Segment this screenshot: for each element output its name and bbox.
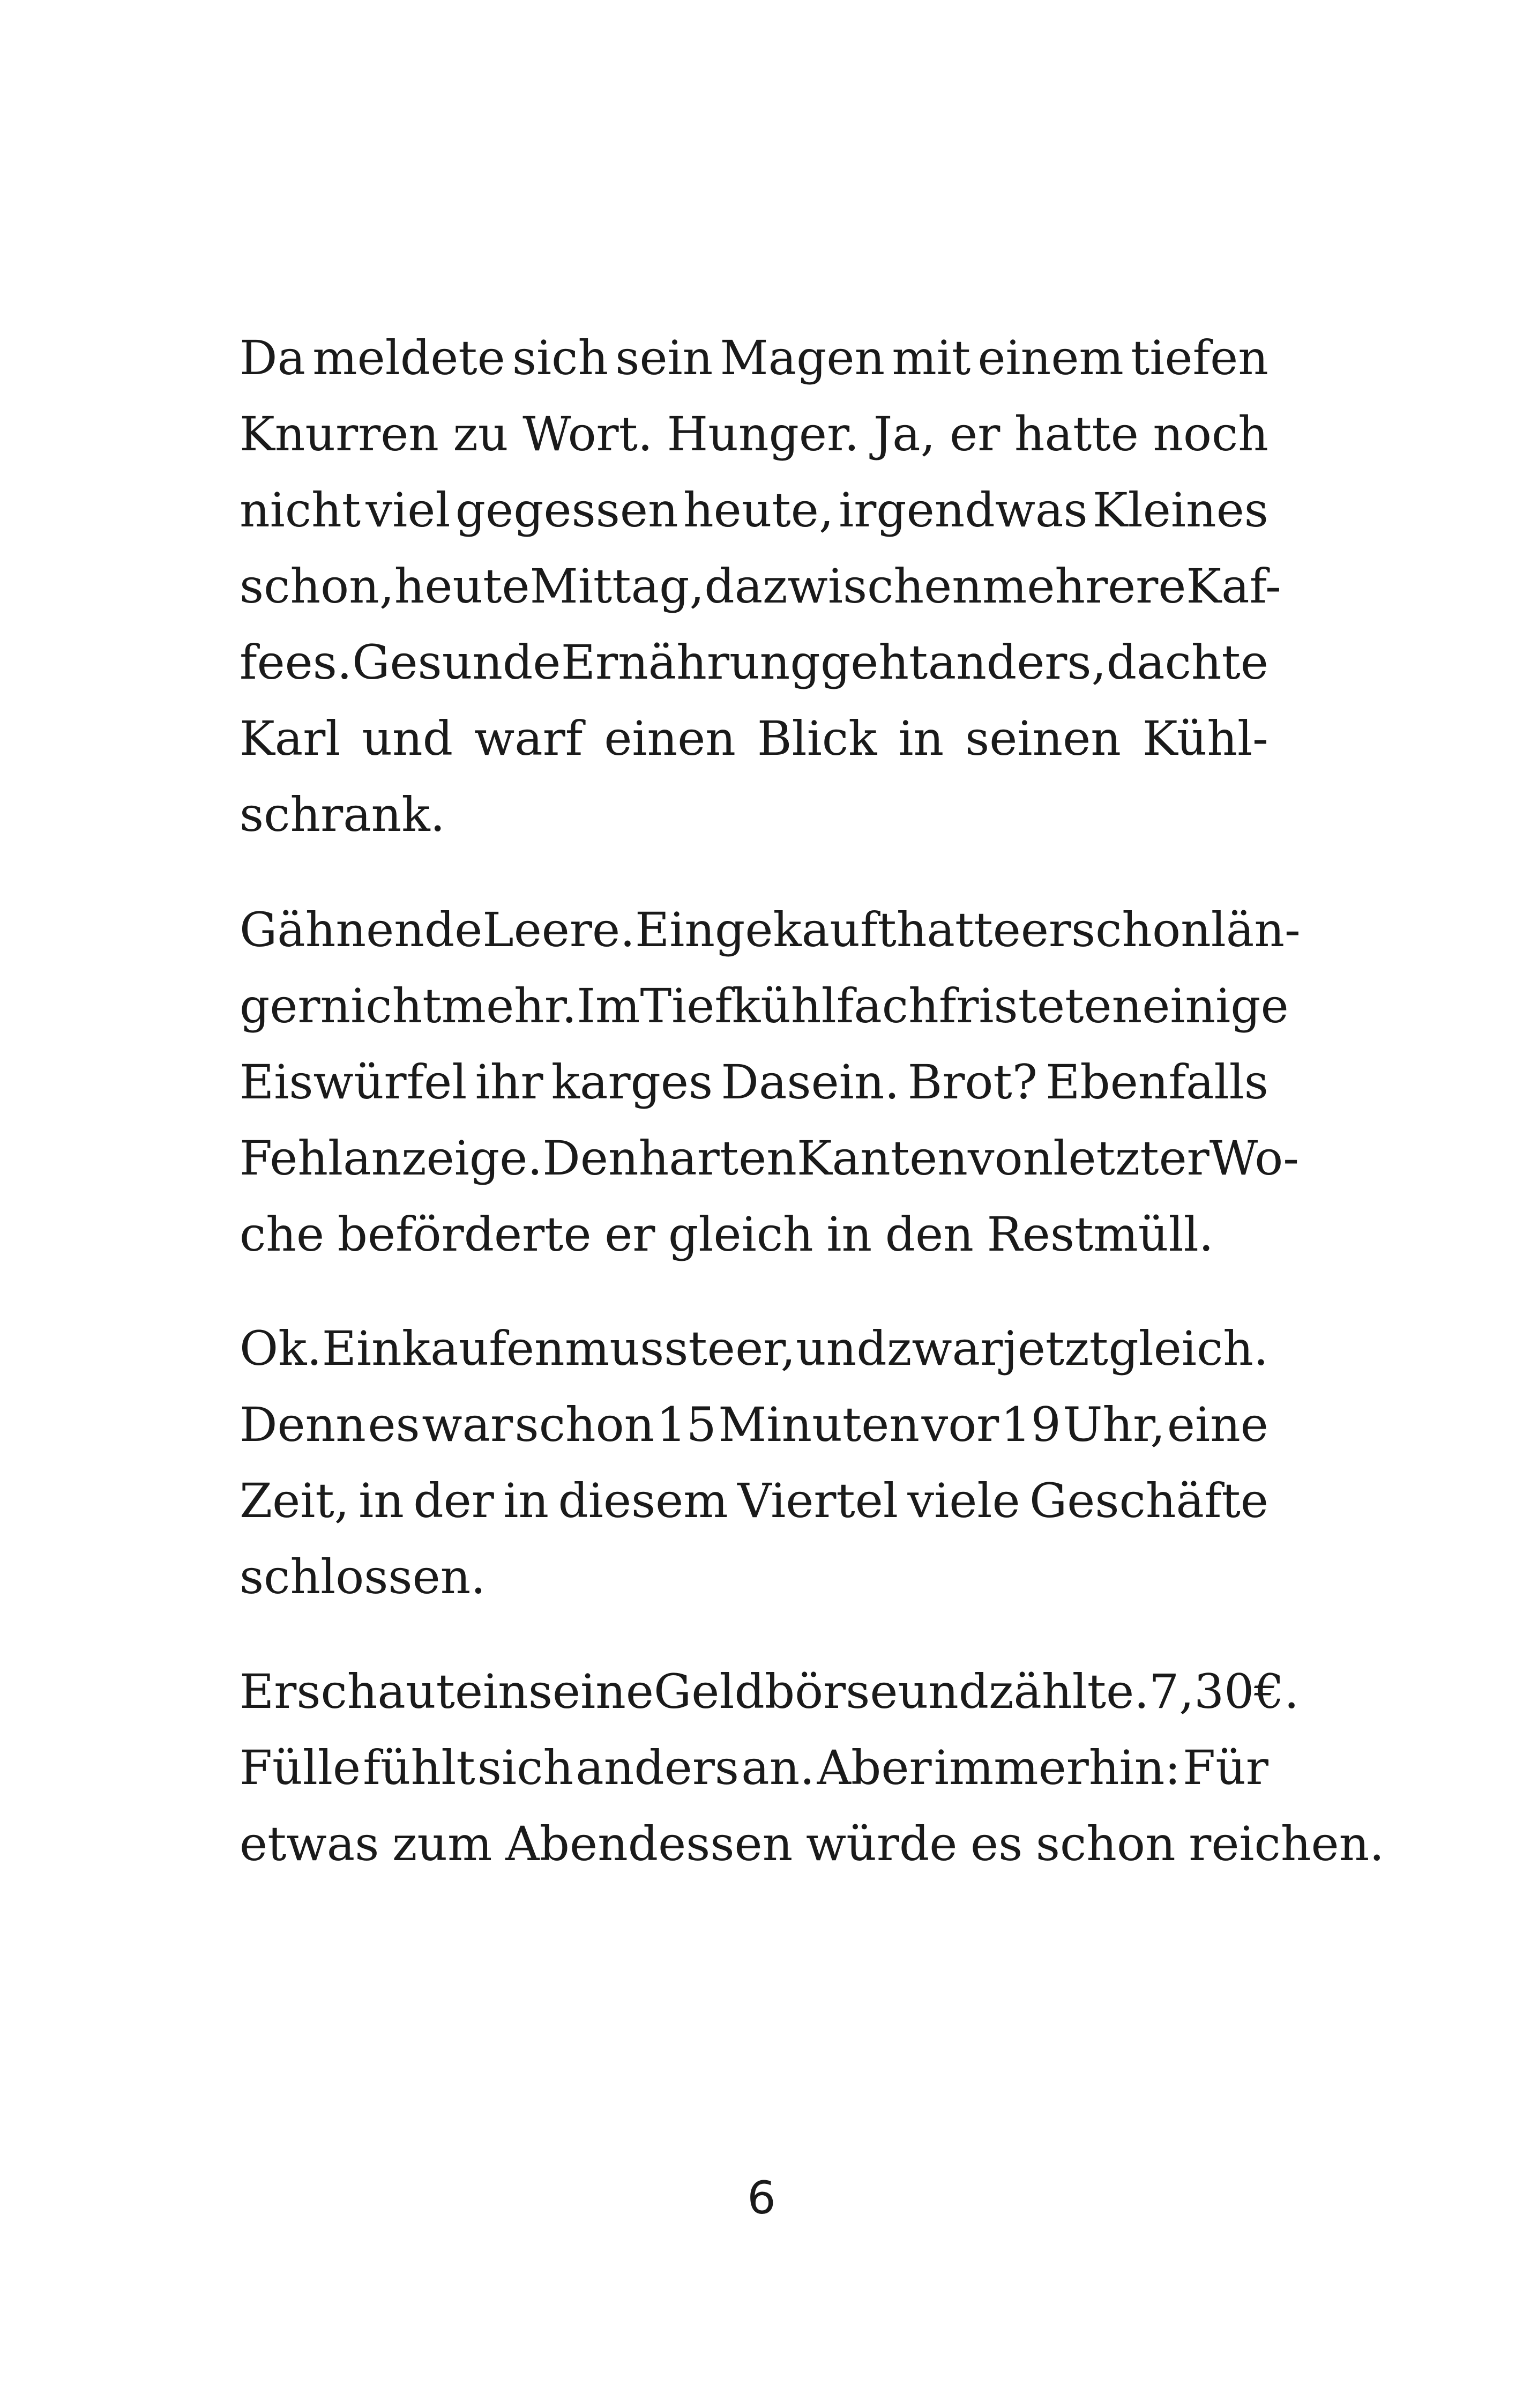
page-number: 6 bbox=[747, 2172, 776, 2224]
text-line: ger nicht mehr. Im Tiefkühlfach fristeten einige bbox=[240, 978, 1289, 1034]
text-line: Ok. Einkaufen musste er, und zwar jetzt gleich. bbox=[240, 1321, 1268, 1376]
text-line: schon, heute Mittag, dazwischen mehrere Kaf- bbox=[240, 559, 1281, 614]
text-line: Fehlanzeige. Den harten Kanten von letzter Wo- bbox=[240, 1131, 1299, 1186]
text-line: Karl und warf einen Blick in seinen Kühl- bbox=[240, 711, 1268, 766]
text-line: etwas zum Abendessen würde es schon reichen. bbox=[240, 1816, 1385, 1871]
text-line: Eiswürfel ihr karges Dasein. Brot? Ebenfalls bbox=[240, 1054, 1268, 1110]
text-line: Denn es war schon 15 Minuten vor 19 Uhr, eine bbox=[240, 1397, 1268, 1452]
text-line: Zeit, in der in diesem Viertel viele Geschäfte bbox=[240, 1473, 1268, 1528]
paragraph-1 bbox=[240, 320, 1281, 853]
text-line: Gähnende Leere. Eingekauft hatte er schon län- bbox=[240, 902, 1301, 957]
paragraph-2 bbox=[240, 892, 1301, 1273]
text-line: fees. Gesunde Ernährung geht anders, dachte bbox=[240, 635, 1268, 690]
paragraph-4 bbox=[240, 1654, 1385, 1882]
text-line: Knurren zu Wort. Hunger. Ja, er hatte noch bbox=[240, 406, 1268, 462]
text-line: Fülle fühlt sich anders an. Aber immerhin: Für bbox=[240, 1740, 1268, 1795]
text-line: schlossen. bbox=[240, 1549, 486, 1604]
paragraph-3 bbox=[240, 1311, 1268, 1615]
text-line: Da meldete sich sein Magen mit einem tiefen bbox=[240, 330, 1268, 385]
text-line: nicht viel gegessen heute, irgendwas Kleines bbox=[240, 482, 1268, 538]
text-line: che beförderte er gleich in den Restmüll. bbox=[240, 1207, 1214, 1262]
text-line: Er schaute in seine Geldbörse und zählte. 7,30 €. bbox=[240, 1664, 1300, 1719]
text-line: schrank. bbox=[240, 787, 445, 842]
